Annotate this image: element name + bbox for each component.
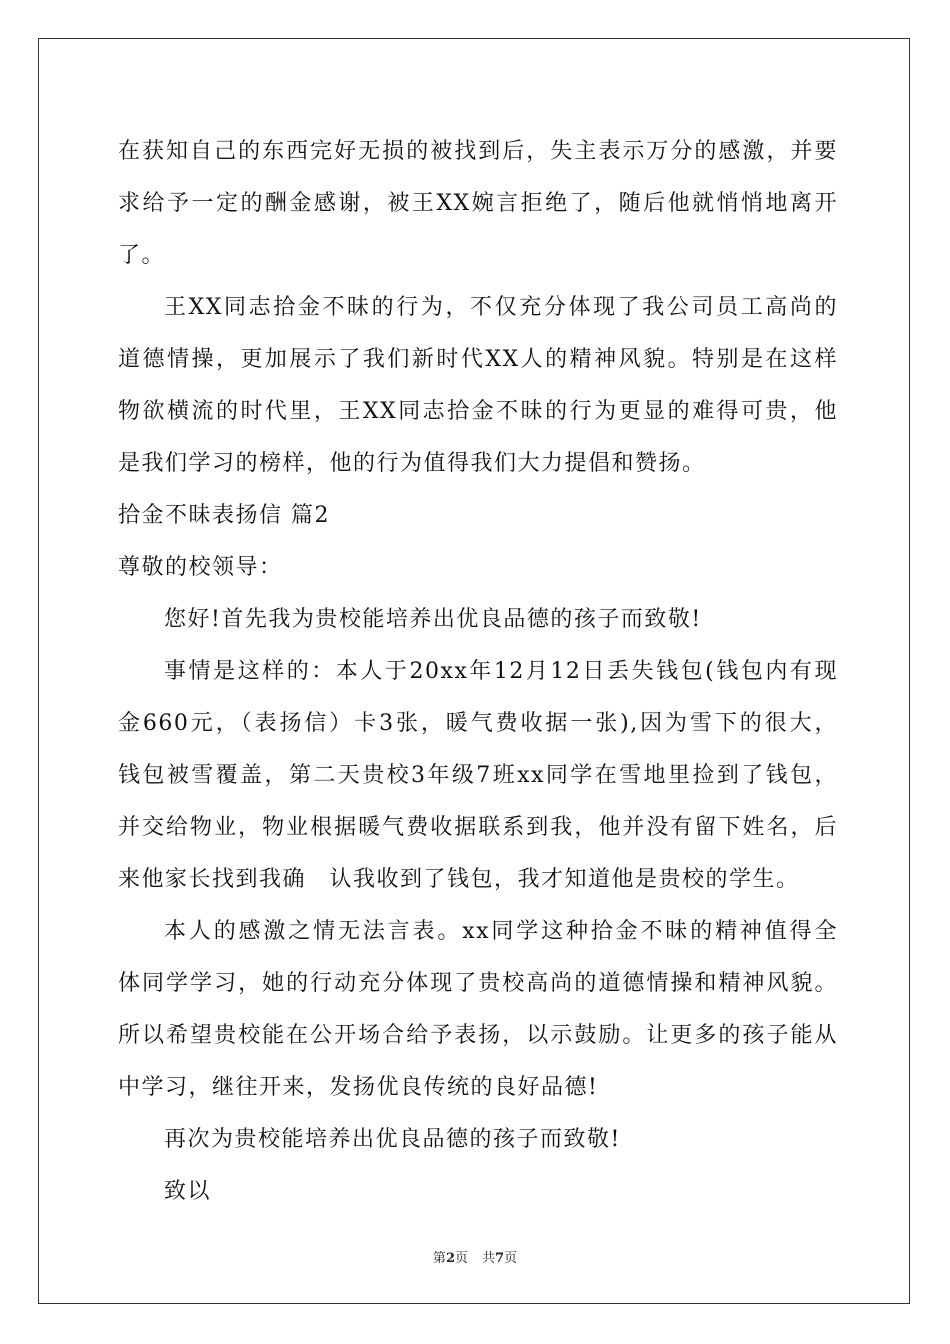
page-suffix: 页 xyxy=(454,1251,468,1266)
paragraph-line: 并交给物业，物业根据暖气费收据联系到我，他并没有留下姓名，后 xyxy=(118,815,838,840)
page-footer xyxy=(0,1247,950,1266)
paragraph-line: 来他家长找到我确 认我收到了钱包，我才知道他是贵校的学生。 xyxy=(118,867,800,892)
paragraph-line: 再次为贵校能培养出优良品德的孩子而致敬! xyxy=(164,1127,621,1152)
paragraph-line: 在获知自己的东西完好无损的被找到后，失主表示万分的感激，并要 xyxy=(118,139,838,164)
paragraph-line: 钱包被雪覆盖，第二天贵校3年级7班xx同学在雪地里捡到了钱包， xyxy=(118,763,838,788)
paragraph-line: 道德情操，更加展示了我们新时代XX人的精神风貌。特别是在这样 xyxy=(118,347,838,372)
page-prefix: 第 xyxy=(432,1251,446,1266)
letter-salutation: 尊敬的校领导： xyxy=(118,555,283,580)
paragraph-line: 王XX同志拾金不昧的行为，不仅充分体现了我公司员工高尚的 xyxy=(164,295,838,320)
total-prefix: 共 xyxy=(482,1251,496,1266)
paragraph-line: 本人的感激之情无法言表。xx同学这种拾金不昧的精神值得全 xyxy=(164,919,838,944)
paragraph-line: 所以希望贵校能在公开场合给予表扬，以示鼓励。让更多的孩子能从 xyxy=(118,1023,838,1048)
section-heading: 拾金不昧表扬信 篇2 xyxy=(118,503,330,528)
total-pages: 7 xyxy=(495,1251,505,1266)
paragraph-line: 物欲横流的时代里，王XX同志拾金不昧的行为更显的难得可贵，他 xyxy=(118,399,838,424)
document-body xyxy=(118,126,838,1218)
paragraph-line: 求给予一定的酬金感谢，被王XX婉言拒绝了，随后他就悄悄地离开 xyxy=(118,191,838,216)
letter-closing: 致以 xyxy=(164,1179,212,1204)
paragraph-line: 体同学学习，她的行动充分体现了贵校高尚的道德情操和精神风貌。 xyxy=(118,971,838,996)
total-suffix: 页 xyxy=(504,1251,518,1266)
page-number: 2 xyxy=(445,1251,455,1266)
paragraph-line: 金660元，（表扬信）卡3张，暖气费收据一张),因为雪下的很大， xyxy=(118,711,838,736)
paragraph-line: 事情是这样的：本人于20xx年12月12日丢失钱包(钱包内有现 xyxy=(164,659,838,684)
paragraph-line: 是我们学习的榜样，他的行为值得我们大力提倡和赞扬。 xyxy=(118,451,706,476)
paragraph-line: 您好!首先我为贵校能培养出优良品德的孩子而致敬! xyxy=(164,607,702,632)
paragraph-line: 了。 xyxy=(118,243,166,268)
paragraph-line: 中学习，继往开来，发扬优良传统的良好品德! xyxy=(118,1075,599,1100)
